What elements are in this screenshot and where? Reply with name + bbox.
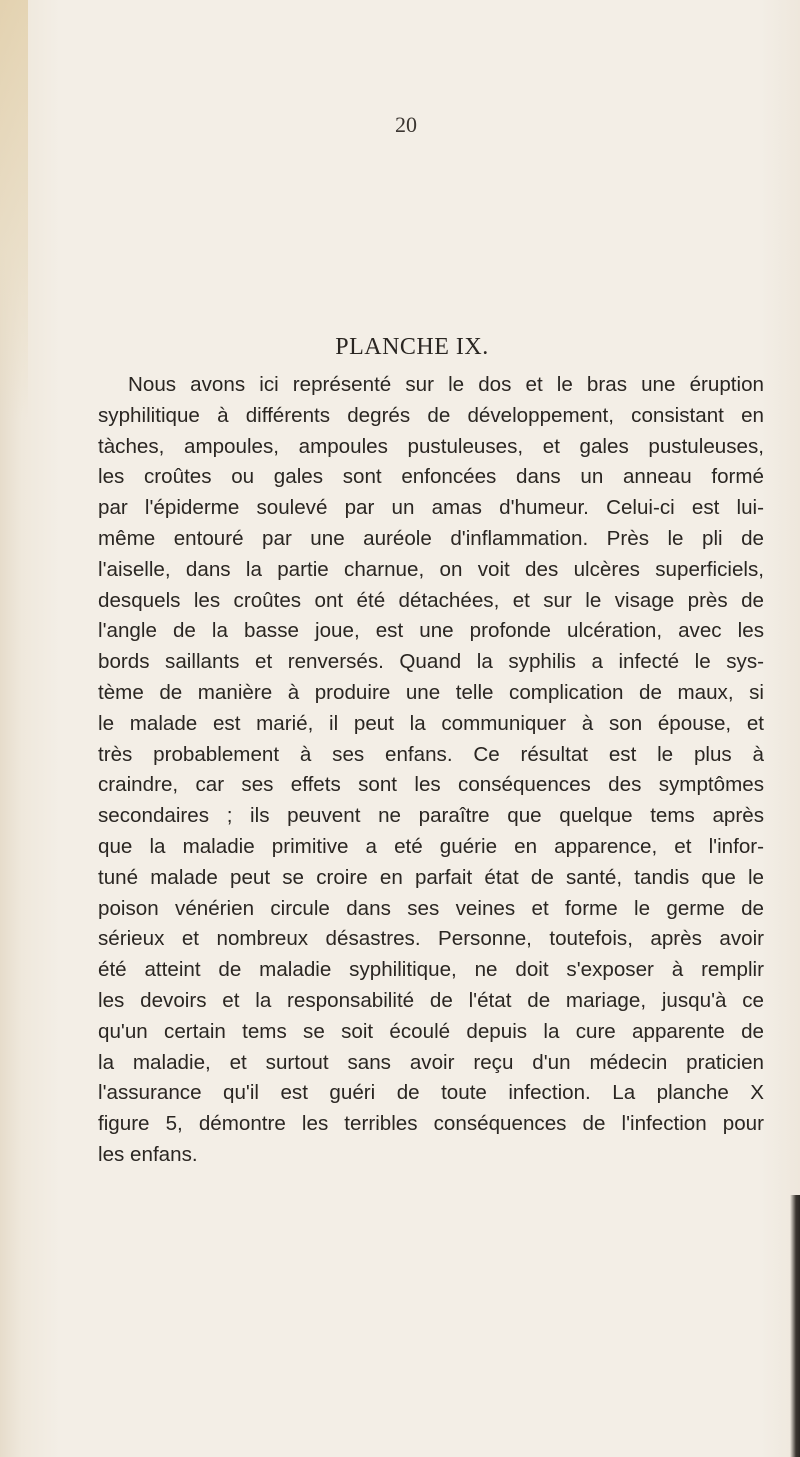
text-line: l'angle de la basse joue, est une profonde ulcération, avec les xyxy=(98,619,764,643)
text-line: la maladie, et surtout sans avoir reçu d'un médecin praticien xyxy=(98,1050,764,1074)
text-line: qu'un certain tems se soit écoulé depuis la cure apparente de xyxy=(98,1019,764,1043)
text-line: syphilitique à différents degrés de développement, consistant en xyxy=(98,403,764,427)
text-line: que la maladie primitive a eté guérie en apparence, et l'infor- xyxy=(98,834,764,858)
text-line: les croûtes ou gales sont enfoncées dans un anneau formé xyxy=(98,465,764,489)
text-line: poison vénérien circule dans ses veines et forme le germe de xyxy=(98,896,764,920)
text-line: figure 5, démontre les terribles conséquences de l'infection pour xyxy=(98,1112,764,1136)
text-line: desquels les croûtes ont été détachées, et sur le visage près de xyxy=(98,588,764,612)
text-line: Nous avons ici représenté sur le dos et le bras une éruption xyxy=(128,373,764,396)
text-line: les enfans. xyxy=(98,1142,198,1166)
page-number: 20 xyxy=(395,112,417,137)
text-line: l'assurance qu'il est guéri de toute infection. La planche X xyxy=(98,1081,764,1105)
text-line: même entouré par une auréole d'inflammation. Près le pli de xyxy=(98,526,764,550)
text-line: tuné malade peut se croire en parfait état de santé, tandis que le xyxy=(98,865,764,889)
page-binding-edge xyxy=(790,1195,800,1457)
text-line: été atteint de maladie syphilitique, ne doit s'exposer à remplir xyxy=(98,958,764,982)
text-line: tème de manière à produire une telle complication de maux, si xyxy=(98,680,764,704)
body-paragraph xyxy=(98,370,764,1171)
text-line: secondaires ; ils peuvent ne paraître que quelque tems après xyxy=(98,804,764,828)
text-line: tàches, ampoules, ampoules pustuleuses, et gales pustuleuses, xyxy=(98,434,764,458)
text-line: très probablement à ses enfans. Ce résultat est le plus à xyxy=(98,742,764,766)
text-line: par l'épiderme soulevé par un amas d'humeur. Celui-ci est lui- xyxy=(98,496,764,520)
text-line: le malade est marié, il peut la communiquer à son épouse, et xyxy=(98,711,764,735)
text-line: les devoirs et la responsabilité de l'état de mariage, jusqu'à ce xyxy=(98,988,764,1012)
plate-title: PLANCHE IX. xyxy=(335,334,489,360)
text-line: l'aiselle, dans la partie charnue, on voit des ulcères superficiels, xyxy=(98,557,764,581)
text-line: bords saillants et renversés. Quand la syphilis a infecté le sys- xyxy=(98,650,764,674)
text-line: sérieux et nombreux désastres. Personne, toutefois, après avoir xyxy=(98,927,764,951)
text-line: craindre, car ses effets sont les conséquences des symptômes xyxy=(98,773,764,797)
